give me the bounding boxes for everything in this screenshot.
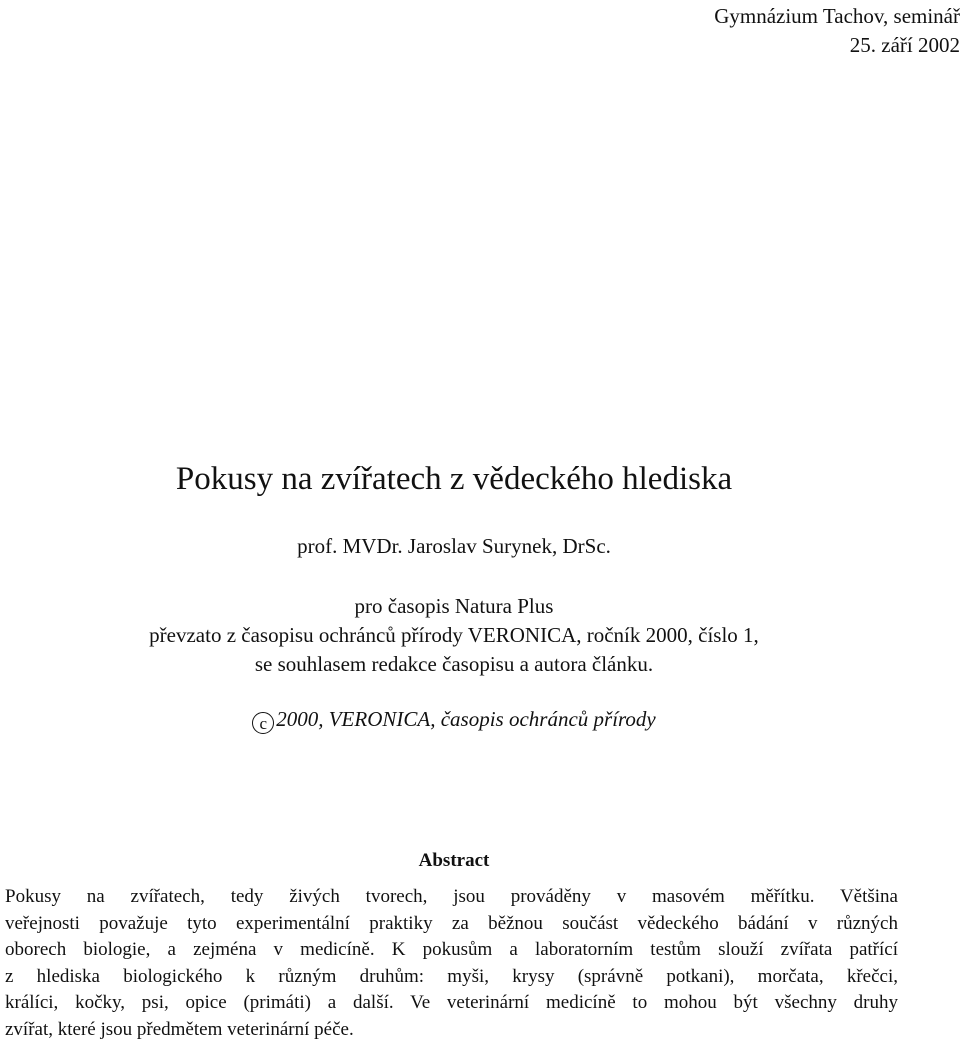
author: prof. MVDr. Jaroslav Surynek, DrSc. [0, 532, 908, 560]
copyright-text: 2000, VERONICA, časopis ochránců přírody [276, 707, 656, 731]
source-line-1: pro časopis Natura Plus [0, 592, 908, 621]
abstract-line: králíci, kočky, psi, opice (primáti) a další. Ve veterinární medicíně to mohou být všechny druhy [5, 990, 898, 1017]
source-line-2: převzato z časopisu ochránců přírody VERONICA, ročník 2000, číslo 1, [0, 621, 908, 650]
source-line-3: se souhlasem redakce časopisu a autora článku. [0, 650, 908, 679]
header [714, 2, 960, 60]
source-note [0, 592, 908, 679]
abstract-line: Pokusy na zvířatech, tedy živých tvorech, jsou prováděny v masovém měřítku. Většina [5, 884, 898, 911]
header-institution: Gymnázium Tachov, seminář [714, 2, 960, 31]
abstract-line: z hlediska biologického k různým druhům: myši, krysy (správně potkani), morčata, křečci, [5, 964, 898, 991]
abstract-line: veřejnosti považuje tyto experimentální praktiky za běžnou součást vědeckého bádání v různých [5, 911, 898, 938]
abstract-line: zvířat, které jsou předmětem veterinární péče. [5, 1017, 898, 1043]
abstract-body [5, 884, 898, 1043]
abstract-heading: Abstract [0, 848, 908, 874]
copyright-notice [0, 704, 908, 734]
abstract-line: oborech biologie, a zejména v medicíně. K pokusům a laboratorním testům slouží zvířata patřící [5, 937, 898, 964]
copyright-icon: c [252, 712, 274, 734]
document-title: Pokusy na zvířatech z vědeckého hlediska [0, 458, 908, 500]
header-date: 25. září 2002 [714, 31, 960, 60]
